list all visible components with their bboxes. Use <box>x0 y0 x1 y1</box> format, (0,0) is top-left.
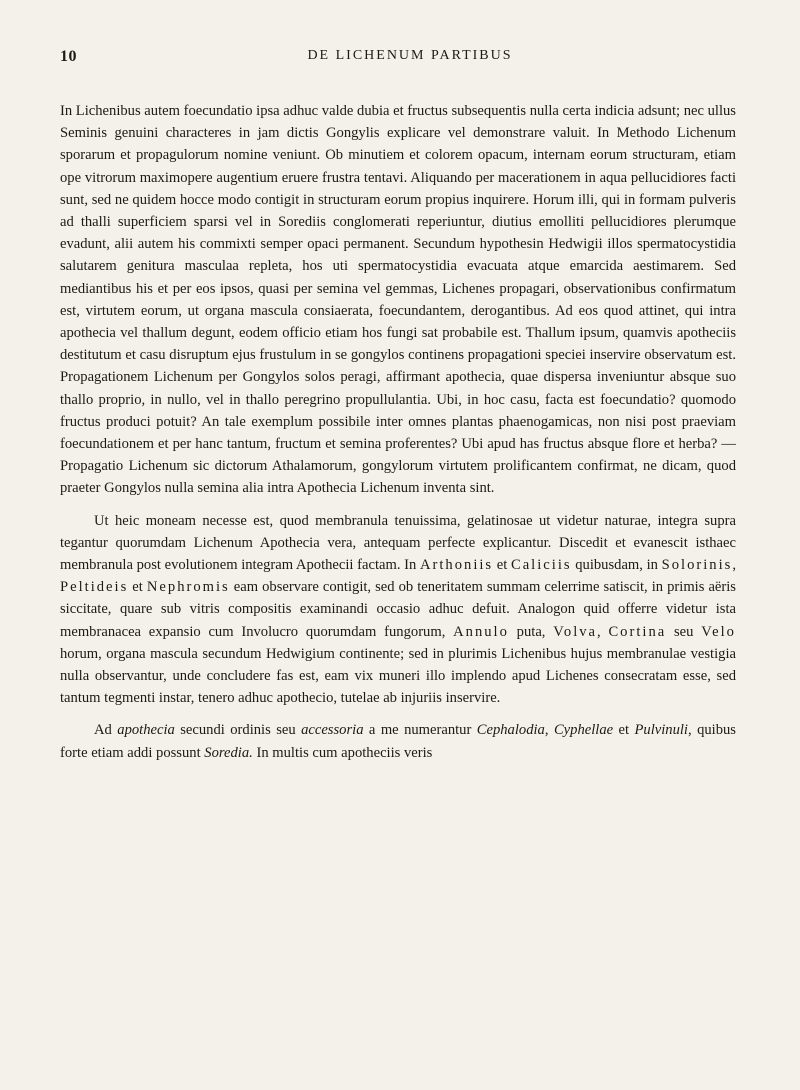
term-italic: Soredia. <box>204 744 253 761</box>
text-run: et <box>493 557 511 574</box>
term-italic: Cyphellae <box>553 722 614 739</box>
genus-name: Arthoniis <box>419 557 494 574</box>
paragraph-apothecia-accessoria <box>60 719 736 763</box>
text-run: Ut heic moneam necesse est, quod membranula tenuissima, gelatinosae ut videtur naturae, integra supra tegantur quorumdam Lichenum Apothecia vera, antequam perfecte explicantur. Discedit et evanescit isthaec membranula post evolutionem integram Apothecii factam. In <box>60 512 736 574</box>
genus-name: Nephromis <box>146 579 230 596</box>
fungal-term: Velo <box>701 623 736 640</box>
text-run: , quibus forte etiam addi possunt <box>60 722 736 761</box>
body-text <box>60 100 736 764</box>
text-run: , <box>732 557 736 574</box>
term-italic: accessoria <box>301 722 364 739</box>
text-run: puta, <box>508 623 554 640</box>
genus-name: Solorinis <box>661 557 733 574</box>
text-run: et <box>613 722 635 739</box>
term-italic: Pulvinuli <box>634 722 688 739</box>
text-run: et <box>128 579 147 596</box>
text-run: secundi ordinis seu <box>174 722 302 739</box>
page-header <box>60 44 736 74</box>
fungal-term: Volva <box>553 623 598 640</box>
paragraph-membranula <box>60 510 736 710</box>
page-number: 10 <box>60 48 77 65</box>
text-run: a me numerantur <box>363 722 477 739</box>
text-run: In multis cum apotheciis veris <box>252 744 433 761</box>
genus-name: Peltideis <box>60 579 129 596</box>
text-run: eam observare contigit, sed ob teneritatem summam celerrime satiscit, in primis aëris siccitate, quare sub vitris compositis examinandi occasio adhuc defuit. Analogon quid offerre videtur ista membranacea expansio cum Involucro quorumdam fungorum, <box>60 579 736 640</box>
term-italic: apothecia <box>117 722 175 739</box>
paragraph-fertilization: In Lichenibus autem foecundatio ipsa adhuc valde dubia et fructus subsequentis nulla certa indicia adsunt; nec ullus Seminis genuini characteres in jam dictis Gongylis explicare vel demonstrare valuit. In Methodo Lichenum sporarum et propagulorum nomine veniunt. Ob minutiem et colorem opacum, internam eorum structuram, etiam ope vitrorum maximopere augentium eruere frustra tentavi. Aliquando per macerationem in aqua pellucidiores facti sunt, sed ne quidem hocce modo contigit in structuram eorum propius inquirere. Horum illi, qui in formam pulveris ad thalli superficiem sparsi vel in Sorediis conglomerati reperiuntur, diutius emolliti pellucidiores plerumque evadunt, alii autem his commixti semper opaci permanent. Secundum hypothesin Hedwigii illos spermatocystidia salutarem genitura masculaa repleta, hos uti spermatocystidia evacuata atque emarcida aestimarem. Sed mediantibus his et per eos ipsos, quasi per semina vel gemmas, Lichenes propagari, observationibus confirmatum est, virtutem eorum, ut organa mascula consiaerata, foecundantem, derogantibus. Ad eos quod attinet, qui intra apothecia vel thallum degunt, eodem officio etiam hos fungi sat probabile est. Thallum ipsum, quamvis apotheciis destitutum et casu disruptum ejus frustulum in se gongylos continens propagationi speciei inservire observatum est. Propagationem Lichenum per Gongylos solos peragi, affirmant apothecia, quae dispersa inveniuntur absque suo thallo proprio, in nullo, vel in thallo peregrino propullulantia. Ubi, in hoc casu, facta est foecundatio? quomodo fructus produci potuit? An tale exemplum possibile inter omnes plantas phaenogamicas, non nisi post praeviam foecundationem et per hanc tantum, fructum et semina proferentes? Ubi apud has fructus absque flore et herba? — Propagatio Lichenum sic dictorum Athalamorum, gongylorum virtutem prolificantem confirmat, ne dicam, quod praeter Gongylos nulla semina alia intra Apothecia Lichenum inventa sint. <box>60 103 736 497</box>
term-italic: Cephalodia <box>476 722 545 739</box>
text-run: quibusdam, in <box>571 557 662 574</box>
running-head: DE LICHENUM PARTIBUS <box>307 48 513 63</box>
text-run: , <box>597 623 609 640</box>
genus-name: Caliciis <box>510 557 572 574</box>
text-run: , <box>544 722 554 739</box>
text-run: seu <box>666 623 702 640</box>
fungal-term: Annulo <box>453 623 509 640</box>
text-run: Ad <box>94 722 118 739</box>
fungal-term: Cortina <box>608 623 667 640</box>
text-run: horum, organa mascula secundum Hedwigium continente; sed in plurimis Lichenibus hujus membranulae vestigia nulla observantur, unde concludere fas est, eam vix muneri illo implendo apud Lichenes consecratam esse, sed tantum tegmenti instar, tenero adhuc apothecio, tutelae ab injuriis inservire. <box>60 645 736 707</box>
